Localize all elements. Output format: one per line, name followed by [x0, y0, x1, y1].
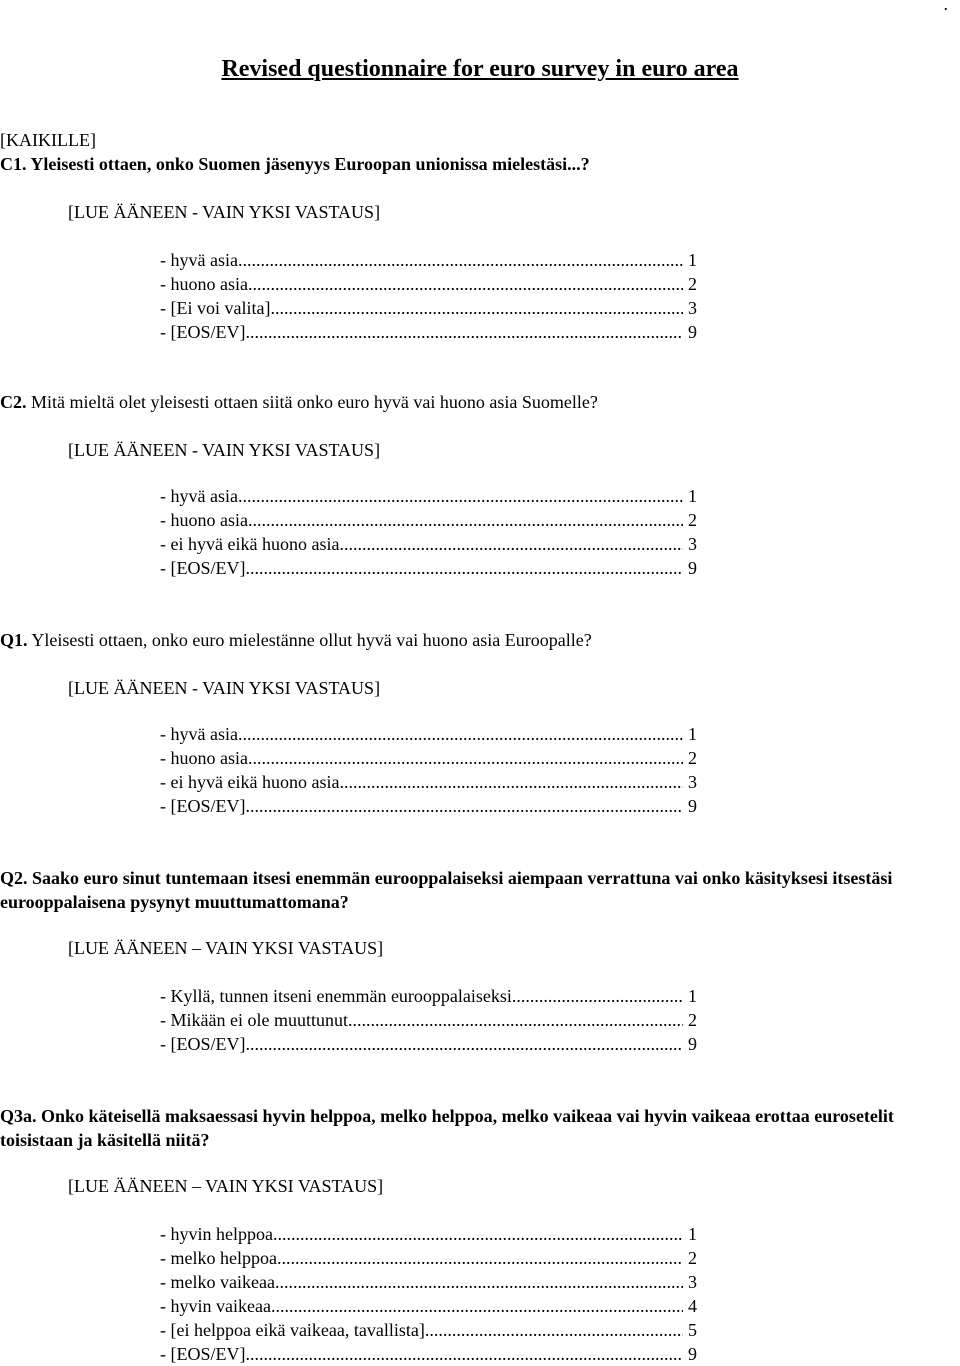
- answer-options: [160, 484, 700, 580]
- question-body: Yleisesti ottaen, onko Suomen jäsenyys Euroopan unionissa mielestäsi...?: [30, 154, 590, 174]
- answer-option: - [EOS/EV] ..... 9: [160, 320, 700, 344]
- question-prefix: Q1.: [0, 630, 28, 650]
- answer-option: - Mikään ei ole muuttunut ..... 2: [160, 1008, 700, 1032]
- answer-option: - hyvä asia ..... 1: [160, 722, 700, 746]
- question-text: [0, 628, 945, 652]
- answer-options: [160, 1222, 700, 1366]
- question-body: Mitä mieltä olet yleisesti ottaen siitä onko euro hyvä vai huono asia Suomelle?: [31, 392, 598, 412]
- answer-option: - [Ei voi valita] ..... 3: [160, 296, 700, 320]
- question-instruction: [LUE ÄÄNEEN - VAIN YKSI VASTAUS]: [68, 202, 381, 222]
- question-prefix: C1.: [0, 154, 27, 174]
- question-text: [0, 1104, 945, 1152]
- answer-options: [160, 722, 700, 818]
- answer-option: - [EOS/EV] ..... 9: [160, 1032, 700, 1056]
- answer-option: - ei hyvä eikä huono asia ..... 3: [160, 532, 700, 556]
- question-body: Saako euro sinut tuntemaan itsesi enemmän eurooppalaiseksi aiempaan verrattuna vai onko käsityksesi itsestäsi eurooppalaisena pysynyt muuttumattomana?: [0, 868, 893, 912]
- answer-option: - [ei helppoa eikä vaikeaa, tavallista] ..... 5: [160, 1318, 700, 1342]
- answer-options: [160, 248, 700, 344]
- question-prefix: Q2.: [0, 868, 28, 888]
- answer-option: - huono asia ..... 2: [160, 272, 700, 296]
- question-text: [0, 866, 945, 914]
- answer-option: - Kyllä, tunnen itseni enemmän eurooppalaiseksi ..... 1: [160, 984, 700, 1008]
- answer-option: - huono asia ..... 2: [160, 508, 700, 532]
- question-prefix: Q3a.: [0, 1106, 37, 1126]
- answer-option: - [EOS/EV] ..... 9: [160, 794, 700, 818]
- question-body: Onko käteisellä maksaessasi hyvin helppoa, melko helppoa, melko vaikeaa vai hyvin vaikeaa erottaa eurosetelit toisistaan ja käsitellä niitä?: [0, 1106, 894, 1150]
- answer-option: - hyvin helppoa ..... 1: [160, 1222, 700, 1246]
- question-body: Yleisesti ottaen, onko euro mielestänne ollut hyvä vai huono asia Euroopalle?: [31, 630, 592, 650]
- answer-option: - [EOS/EV] ..... 9: [160, 556, 700, 580]
- question-instruction: [LUE ÄÄNEEN - VAIN YKSI VASTAUS]: [68, 678, 381, 698]
- answer-option: - ei hyvä eikä huono asia ..... 3: [160, 770, 700, 794]
- question-text: [0, 390, 945, 414]
- question-instruction: [LUE ÄÄNEEN – VAIN YKSI VASTAUS]: [68, 938, 384, 958]
- answer-option: - huono asia ..... 2: [160, 746, 700, 770]
- answer-option: - hyvä asia ..... 1: [160, 248, 700, 272]
- answer-options: [160, 984, 700, 1056]
- document-title: Revised questionnaire for euro survey in euro area: [221, 56, 739, 82]
- answer-option: - melko vaikeaa ..... 3: [160, 1270, 700, 1294]
- corner-mark: .: [943, 0, 948, 14]
- question-text: [0, 152, 945, 176]
- answer-option: - hyvä asia ..... 1: [160, 484, 700, 508]
- answer-option: - hyvin vaikeaa ..... 4: [160, 1294, 700, 1318]
- question-instruction: [LUE ÄÄNEEN – VAIN YKSI VASTAUS]: [68, 1176, 384, 1196]
- audience-label: [KAIKILLE]: [0, 130, 96, 150]
- answer-option: - [EOS/EV] ..... 9: [160, 1342, 700, 1366]
- answer-option: - melko helppoa ..... 2: [160, 1246, 700, 1270]
- question-instruction: [LUE ÄÄNEEN - VAIN YKSI VASTAUS]: [68, 440, 381, 460]
- question-prefix: C2.: [0, 392, 27, 412]
